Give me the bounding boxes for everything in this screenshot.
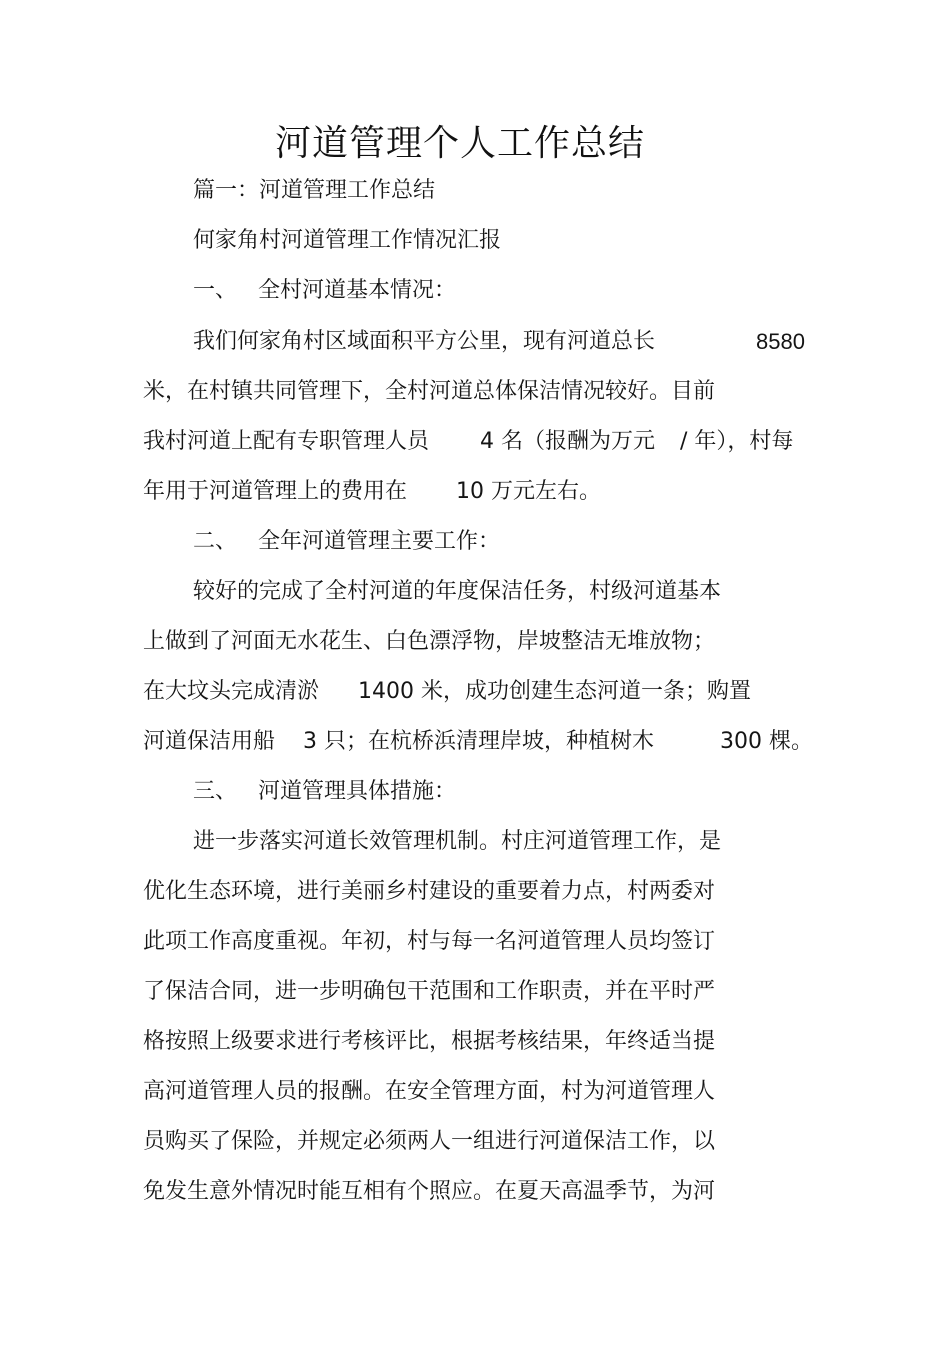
boat-count-text: 3 只；在杭桥浜清理岸坡，种植树木 [303, 729, 654, 754]
tree-count-text: 300 棵。 [720, 729, 813, 754]
river-length-value: 8580 [756, 329, 805, 354]
dredging-length-text: 1400 米，成功创建生态河道一条；购置 [358, 679, 751, 704]
staff-count-text: 4 名（报酬为万元 [480, 429, 655, 454]
section-heading: 篇一：河道管理工作总结 [193, 178, 436, 203]
heading-1-number: 一、 [193, 278, 238, 303]
heading-2-text: 全年河道管理主要工作： [258, 529, 501, 554]
paragraph-3-line-7: 员购买了保险，并规定必须两人一组进行河道保洁工作，以 [143, 1129, 716, 1154]
paragraph-2-line-1: 较好的完成了全村河道的年度保洁任务，村级河道基本 [193, 579, 722, 604]
heading-3-text: 河道管理具体措施： [258, 779, 457, 804]
paragraph-1-line-1: 我们何家角村区域面积平方公里，现有河道总长 [193, 329, 656, 354]
heading-1-text: 全村河道基本情况： [258, 278, 457, 303]
paragraph-1-line-2: 米，在村镇共同管理下，全村河道总体保洁情况较好。目前 [143, 379, 716, 404]
paragraph-1-line-3: 我村河道上配有专职管理人员 [143, 429, 430, 454]
paragraph-1-line-3-end: / 年），村每 [680, 429, 794, 454]
paragraph-3-line-4: 了保洁合同，进一步明确包干范围和工作职责，并在平时严 [143, 979, 716, 1004]
paragraph-3-line-6: 高河道管理人员的报酬。在安全管理方面，村为河道管理人 [143, 1079, 716, 1104]
paragraph-3-line-8: 免发生意外情况时能互相有个照应。在夏天高温季节，为河 [143, 1179, 716, 1204]
paragraph-2-line-3: 在大坟头完成清淤 [143, 679, 320, 704]
paragraph-1-line-4: 年用于河道管理上的费用在 [143, 479, 408, 504]
heading-3-number: 三、 [193, 779, 238, 804]
paragraph-3-line-5: 格按照上级要求进行考核评比，根据考核结果，年终适当提 [143, 1029, 716, 1054]
report-title: 何家角村河道管理工作情况汇报 [193, 228, 502, 253]
paragraph-3-line-1: 进一步落实河道长效管理机制。村庄河道管理工作，是 [193, 829, 722, 854]
document-title: 河道管理个人工作总结 [274, 123, 645, 164]
heading-2-number: 二、 [193, 529, 238, 554]
paragraph-3-line-2: 优化生态环境，进行美丽乡村建设的重要着力点，村两委对 [143, 879, 716, 904]
paragraph-2-line-4: 河道保洁用船 [143, 729, 276, 754]
paragraph-3-line-3: 此项工作高度重视。年初，村与每一名河道管理人员均签订 [143, 929, 716, 954]
paragraph-2-line-2: 上做到了河面无水花生、白色漂浮物，岸坡整洁无堆放物； [143, 629, 716, 654]
annual-cost-text: 10 万元左右。 [456, 479, 601, 504]
